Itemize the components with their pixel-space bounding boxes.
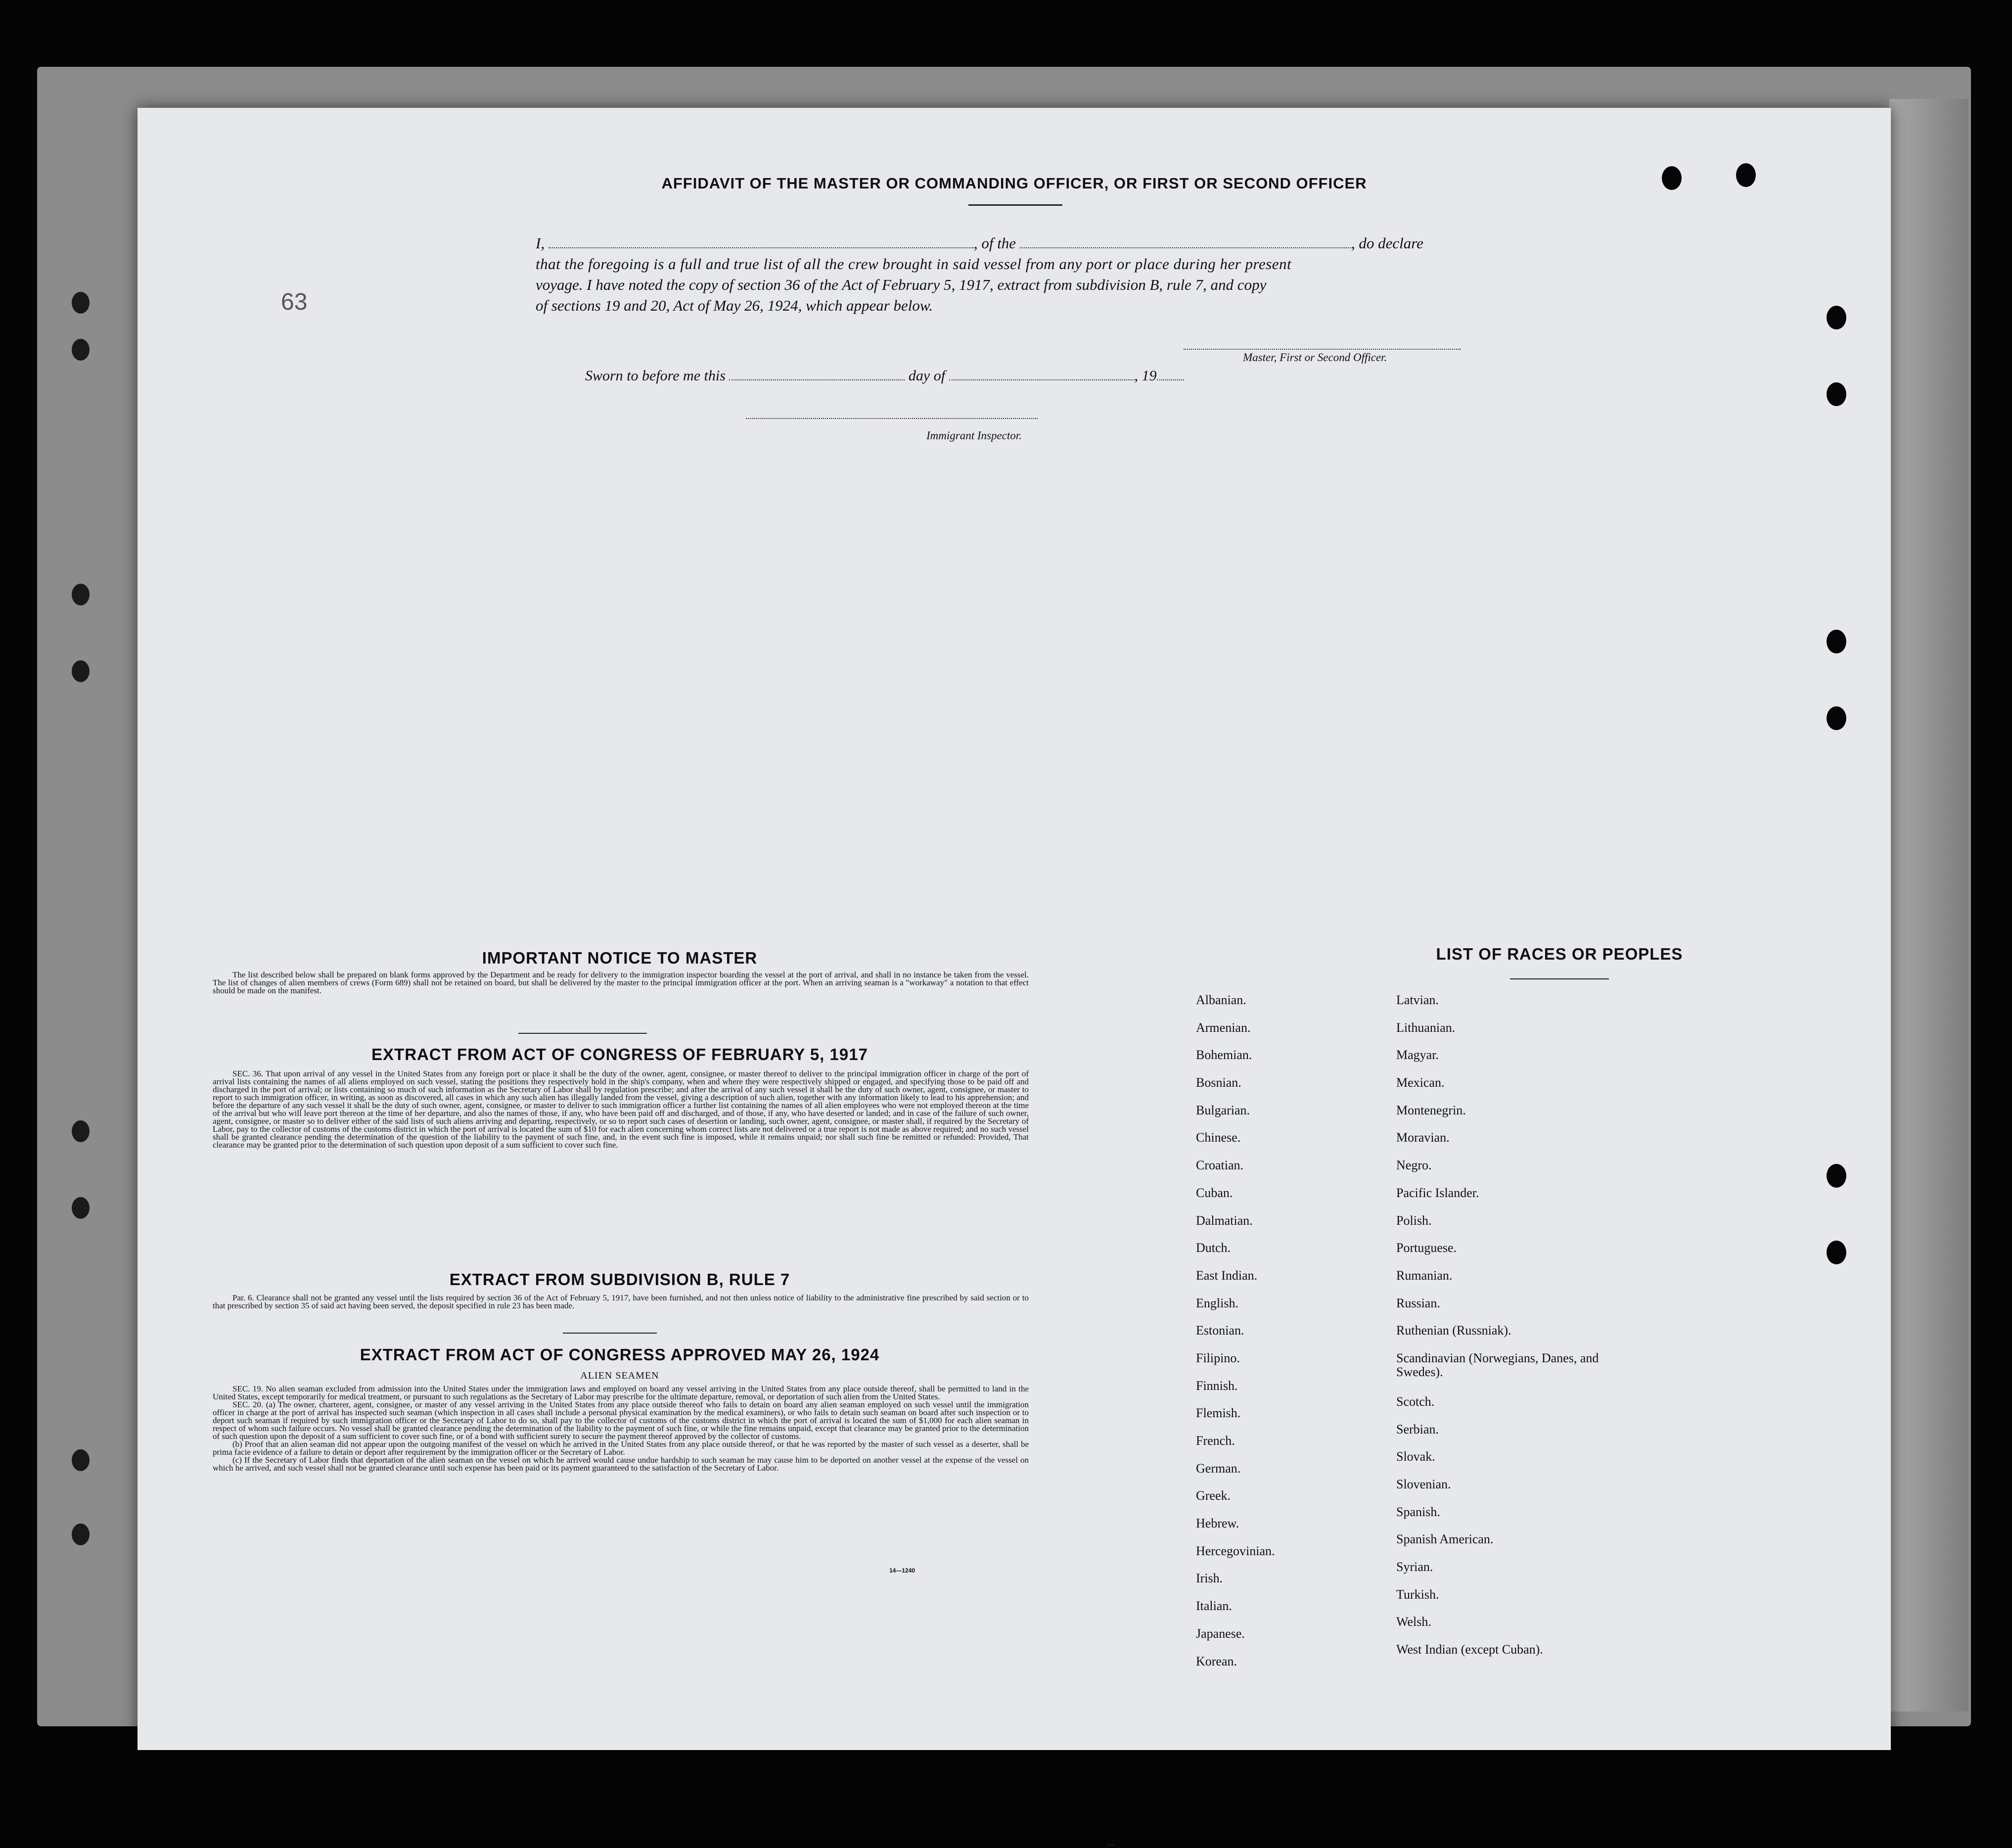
race-item: Japanese. <box>1196 1626 1245 1641</box>
sworn-year-prefix: , 19 <box>1134 368 1157 384</box>
extract-1924-text <box>213 1385 1029 1472</box>
binder-hole <box>72 1449 90 1471</box>
race-item: Russian. <box>1396 1295 1440 1310</box>
race-item: Greek. <box>1196 1488 1231 1503</box>
race-item: Albanian. <box>1196 993 1246 1007</box>
title-rule <box>968 204 1062 206</box>
race-item: Spanish American. <box>1396 1532 1494 1547</box>
race-item: Negro. <box>1396 1158 1432 1173</box>
section-rule <box>563 1333 657 1334</box>
vessel-name-blank <box>1020 236 1351 248</box>
race-item: Hercegovinian. <box>1196 1543 1275 1558</box>
sworn-line <box>585 368 1184 384</box>
race-item: Scotch. <box>1396 1394 1435 1409</box>
sworn-prefix: Sworn to before me this <box>585 368 726 384</box>
document-sheet <box>137 108 1891 1848</box>
race-item: Montenegrin. <box>1396 1103 1466 1117</box>
race-item: English. <box>1196 1295 1238 1310</box>
race-item: Finnish. <box>1196 1378 1238 1393</box>
master-signature-line <box>1184 349 1461 350</box>
race-item: Spanish. <box>1396 1504 1440 1519</box>
binder-hole <box>72 1524 90 1545</box>
race-item: Welsh. <box>1396 1615 1431 1629</box>
race-item: East Indian. <box>1196 1268 1258 1283</box>
race-item: Chinese. <box>1196 1130 1241 1145</box>
handwritten-mark: ... <box>1107 1839 1114 1848</box>
race-item: Hebrew. <box>1196 1516 1239 1531</box>
race-item: Syrian. <box>1396 1560 1433 1574</box>
notice-title: IMPORTANT NOTICE TO MASTER <box>482 949 758 967</box>
par-6-paragraph: Par. 6. Clearance shall not be granted any vessel until the lists required by section 36 of the Act of February 5, 1917, have been furnished, and not then unless notice of liability to the administrative fine prescribed by said section or to that prescribed by section 35 of said act having been served, the deposit specified in rule 23 has been made. <box>213 1293 1029 1310</box>
affidavit-i: I, <box>536 234 545 252</box>
inspector-signature-line <box>746 418 1038 419</box>
binder-hole <box>1827 306 1846 329</box>
binder-hole <box>72 1120 90 1142</box>
sworn-year-blank <box>1157 369 1184 380</box>
race-item: Irish. <box>1196 1571 1223 1586</box>
margin-number: 63 <box>281 289 308 315</box>
race-item: Portuguese. <box>1396 1241 1457 1255</box>
race-item: Estonian. <box>1196 1323 1244 1338</box>
race-item: Polish. <box>1396 1213 1432 1228</box>
race-item: Scandinavian (Norwegians, Danes, and Swedes). <box>1396 1350 1599 1379</box>
race-item: Slovak. <box>1396 1449 1435 1464</box>
sec-20b-paragraph: (b) Proof that an alien seaman did not appear upon the outgoing manifest of the vessel on which he arrived in the United States from any place outside thereof, or that he was reported by the master of such vessel as a deserter, shall be prima facie evidence of a failure to detain or deport after requirement by the immigration officer or the Secretary of Labor. <box>213 1439 1029 1457</box>
race-item: Slovenian. <box>1396 1477 1451 1491</box>
race-item: Italian. <box>1196 1599 1232 1614</box>
race-item: Pacific Islander. <box>1396 1185 1479 1200</box>
sec-19-paragraph: SEC. 19. No alien seaman excluded from admission into the United States under the immigration laws and employed on board any vessel arriving in the United States from any place outside thereof, shall be permitted to land in the United States, except temporarily for medical treatment, or pursuant to such regulations as the Secretary of Labor may prescribe for the ultimate departure, removal, or deportation of such alien from the United States. <box>213 1384 1029 1401</box>
affidavit-declare: , do declare <box>1351 234 1423 252</box>
notice-paragraph: The list described below shall be prepared on blank forms approved by the Department and be ready for delivery to the immigration inspector boarding the vessel at the port of arrival, and shall in no instance be taken from the vessel. The list of changes of alien members of crews (Form 689) shall not be retained on board, but shall be delivered by the master to the principal immigration officer at the port. When an arriving seaman is a "workaway" a notation to that effect should be made on the manifest. <box>213 970 1029 995</box>
race-item: West Indian (except Cuban). <box>1396 1642 1543 1657</box>
backing-sheet-edge <box>1889 99 1968 1711</box>
sworn-month-blank <box>949 369 1135 380</box>
extract-1917-title: EXTRACT FROM ACT OF CONGRESS OF FEBRUARY 5, 1917 <box>371 1045 868 1063</box>
binder-hole <box>1827 706 1846 730</box>
race-item: Serbian. <box>1396 1422 1439 1436</box>
binder-hole <box>72 660 90 682</box>
race-item: Croatian. <box>1196 1158 1244 1173</box>
inspector-signature-label: Immigrant Inspector. <box>926 429 1022 442</box>
affidavit-line-2: that the foregoing is a full and true list of all the crew brought in said vessel from any port or place during her present <box>536 255 1292 273</box>
races-title-rule <box>1510 978 1609 979</box>
race-item: Lithuanian. <box>1396 1020 1456 1035</box>
sworn-day-of: day of <box>908 368 946 384</box>
races-left-column <box>1196 993 1275 1682</box>
master-signature-label: Master, First or Second Officer. <box>1243 351 1387 364</box>
race-item: French. <box>1196 1433 1235 1448</box>
sec-36-paragraph: SEC. 36. That upon arrival of any vessel in the United States from any foreign port or place it shall be the duty of the owner, agent, consignee, or master thereof to deliver to the principal immigration officer in charge of the port of arrival lists containing the names of all aliens employed on such vessel, stating the positions they respectively hold in the ship's company, when and where they were respectively shipped or engaged, and specifying those to be paid off and discharged in the port of arrival; or lists containing so much of such information as the Secretary of Labor shall by regulation prescribe; and after the arrival of any such vessel it shall be the duty of such owner, agent, consignee, or master to report to such immigration officer, in writing, as soon as discovered, all cases in which any such alien has illegally landed from the vessel, giving a description of such alien, together with any information likely to lead to his apprehension; and before the departure of any such vessel it shall be the duty of such owner, agent, consignee, or master to deliver to such immigration officer a further list containing the names of all alien employees who were not employed thereon at the time of the arrival but who will leave port thereon at the time of her departure, and also the names of those, if any, who have been paid off and discharged, and of those, if any, who have deserted or landed; and in case of the failure of such owner, agent, consignee, or master so to deliver either of the said lists of such aliens arriving and departing, respectively, or so to report such cases of desertion or landing, such owner, agent, consignee, or master shall, if required by the Secretary of Labor, pay to the collector of customs of the customs district in which the port of arrival is located the sum of $10 for each alien concerning whom correct lists are not delivered or a true report is not made as above required; and no such vessel shall be granted clearance pending the determination of the question of the liability to the payment of such fine, and, in the event such fine is imposed, while it remains unpaid; nor shall such fine be remitted or refunded: Provided, That clearance may be granted prior to the determination of such question upon deposit of a sum sufficient to cover such fine. <box>213 1069 1029 1150</box>
race-item: German. <box>1196 1461 1241 1476</box>
race-item: Armenian. <box>1196 1020 1251 1035</box>
binder-hole <box>1827 382 1846 406</box>
extract-1924-title: EXTRACT FROM ACT OF CONGRESS APPROVED MAY 26, 1924 <box>360 1345 880 1364</box>
affidavit-of-the: , of the <box>973 234 1016 252</box>
race-item: Bulgarian. <box>1196 1103 1250 1117</box>
race-item: Dalmatian. <box>1196 1213 1253 1228</box>
binder-hole <box>72 584 90 605</box>
race-item: Bosnian. <box>1196 1075 1241 1090</box>
race-item: Mexican. <box>1396 1075 1445 1090</box>
affidavit-line-1 <box>536 233 1500 254</box>
race-item: Turkish. <box>1396 1587 1439 1602</box>
alien-seamen-subtitle: ALIEN SEAMEN <box>580 1370 659 1381</box>
race-item: Bohemian. <box>1196 1048 1252 1063</box>
form-number: 14—1240 <box>889 1567 915 1574</box>
extract-1917-text <box>213 1070 1029 1149</box>
race-item: Flemish. <box>1196 1406 1241 1421</box>
race-item: Filipino. <box>1196 1350 1240 1365</box>
race-item: Latvian. <box>1396 993 1439 1007</box>
binder-hole <box>72 339 90 361</box>
notice-text <box>213 971 1029 995</box>
binder-hole <box>72 292 90 314</box>
affidavit-title: AFFIDAVIT OF THE MASTER OR COMMANDING OFFICER, OR FIRST OR SECOND OFFICER <box>661 175 1367 192</box>
binder-hole <box>1827 1164 1846 1188</box>
sec-20a-paragraph: SEC. 20. (a) The owner, charterer, agent, consignee, or master of any vessel arriving in the United States from any place outside thereof who fails to detain on board any alien seaman employed on such vessel until the immigration officer in charge at the port of arrival has inspected such seaman (which inspection in all cases shall include a personal physical examination by the medical examiners), or who fails to detain such seaman on board after such inspection or to deport such seaman if required by such immigration officer or the Secretary of Labor to do so, shall pay to the collector of customs of the customs district in which the port of arrival is located the sum of $1,000 for each alien seaman in respect of whom such failure occurs. No vessel shall be granted clearance pending the determination of the liability to the payment of such fine, or while the fine remains unpaid, except that clearance may be granted prior to the determination of such question upon the deposit of a sum sufficient to cover such fine, or of a bond with sufficient surety to secure the payment thereof approved by the collector of customs. <box>213 1400 1029 1441</box>
race-item: Magyar. <box>1396 1048 1439 1063</box>
section-rule <box>518 1033 647 1034</box>
races-title: LIST OF RACES OR PEOPLES <box>1436 945 1683 963</box>
races-right-column <box>1396 993 1614 1670</box>
master-name-blank <box>549 236 974 248</box>
race-item: Ruthenian (Russniak). <box>1396 1323 1511 1338</box>
binder-hole <box>1827 1241 1846 1264</box>
sec-20c-paragraph: (c) If the Secretary of Labor finds that deportation of the alien seaman on the vessel on which he arrived would cause undue hardship to such seaman he may cause him to be deported on another vessel at the expense of the vessel on which he arrived, and such vessel shall not be granted clearance until such expense has been paid or its payment guaranteed to the satisfaction of the Secretary of Labor. <box>213 1455 1029 1473</box>
race-item: Korean. <box>1196 1654 1237 1668</box>
sworn-day-blank <box>729 369 905 380</box>
binder-hole <box>72 1197 90 1219</box>
race-item: Dutch. <box>1196 1241 1231 1255</box>
race-item: Cuban. <box>1196 1185 1233 1200</box>
affidavit-line-3: voyage. I have noted the copy of section 36 of the Act of February 5, 1917, extract from subdivision B, rule 7, and copy <box>536 276 1267 293</box>
race-item: Rumanian. <box>1396 1268 1453 1283</box>
extract-rule7-text <box>213 1294 1029 1310</box>
affidavit-line-4: of sections 19 and 20, Act of May 26, 1924, which appear below. <box>536 297 933 314</box>
binder-hole <box>1827 630 1846 653</box>
race-item: Moravian. <box>1396 1130 1450 1145</box>
extract-rule7-title: EXTRACT FROM SUBDIVISION B, RULE 7 <box>449 1270 790 1289</box>
